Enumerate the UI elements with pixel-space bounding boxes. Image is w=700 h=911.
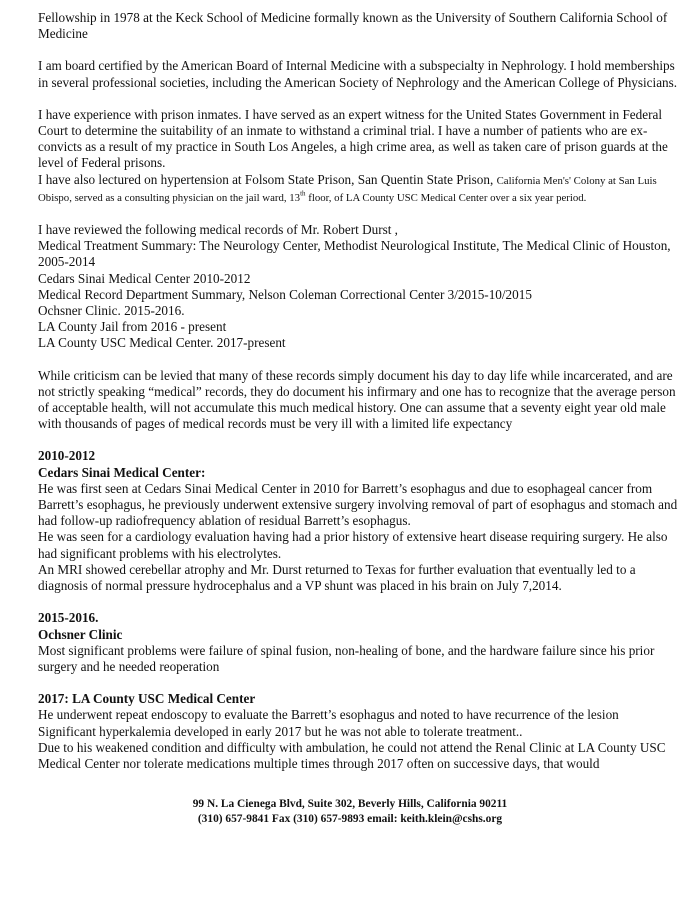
footer-contact: (310) 657-9841 Fax (310) 657-9893 email: keith.klein@cshs.org bbox=[197, 813, 503, 825]
lecture-text: I have also lectured on hypertension at Folsom State Prison, San Quentin State Prison, bbox=[38, 171, 497, 187]
lecture-paragraph bbox=[38, 172, 678, 206]
section-title: Cedars Sinai Medical Center: bbox=[38, 464, 206, 480]
record-item: Medical Record Department Summary, Nelson Coleman Correctional Center 3/2015-10/2015 bbox=[38, 286, 532, 302]
page-footer bbox=[0, 797, 700, 827]
section-paragraph: He underwent repeat endoscopy to evaluate the Barrett’s esophagus and noted to have recurrence of the lesion bbox=[38, 707, 619, 723]
certification-paragraph: I am board certified by the American Board of Internal Medicine with a subspecialty in Nephrology. I hold memberships in several professional societies, including the American Society of Nephrology and the American College of Physicians. bbox=[38, 58, 678, 90]
records-intro: I have reviewed the following medical records of Mr. Robert Durst , bbox=[38, 222, 398, 238]
footer-address: 99 N. La Cienega Blvd, Suite 302, Beverly Hills, California 90211 bbox=[192, 798, 508, 810]
record-item: Medical Treatment Summary: The Neurology Center, Methodist Neurological Institute, The Medical Clinic of Houston, 2005-2014 bbox=[38, 238, 671, 270]
section-paragraph: Most significant problems were failure of spinal fusion, non-healing of bone, and the hardware failure since his prior surgery and he needed reoperation bbox=[38, 642, 655, 674]
section-paragraph: He was seen for a cardiology evaluation having had a prior history of extensive heart disease requiring surgery. He also had significant problems with his electrolytes. bbox=[38, 529, 668, 561]
ordinal-suffix: th bbox=[300, 189, 306, 198]
lecture-text-small-end: floor, of LA County USC Medical Center over a six year period. bbox=[305, 191, 587, 204]
section-paragraph: Significant hyperkalemia developed in early 2017 but he was not able to tolerate treatment.. bbox=[38, 723, 523, 739]
document-body bbox=[38, 10, 678, 772]
section-title: 2017: LA County USC Medical Center bbox=[38, 691, 256, 707]
record-item: LA County USC Medical Center. 2017-present bbox=[38, 335, 286, 351]
section-title: Ochsner Clinic bbox=[38, 626, 123, 642]
section-paragraph: An MRI showed cerebellar atrophy and Mr. Durst returned to Texas for further evaluation that eventually led to a diagnosis of normal pressure hydrocephalus and a VP shunt was placed in his brain on July 7,2014. bbox=[38, 561, 636, 594]
record-item: Ochsner Clinic. 2015-2016. bbox=[38, 303, 185, 319]
record-item: Cedars Sinai Medical Center 2010-2012 bbox=[38, 270, 251, 286]
section-paragraph: Due to his weakened condition and difficulty with ambulation, he could not attend the Renal Clinic at LA County USC Medical Center nor tolerate medications multiple times through 2017 often on successive days, that would bbox=[38, 739, 666, 771]
prison-experience-paragraph: I have experience with prison inmates. I have served as an expert witness for the United States Government in Federal Court to determine the suitability of an inmate to withstand a criminal trial. I have a number of patients who are ex-convicts as a result of my practice in South Los Angeles, a high crime area, as well as taken care of prison guards at the level of Federal prisons. bbox=[38, 106, 668, 171]
section-year-heading: 2010-2012 bbox=[38, 448, 96, 464]
section-year-heading: 2015-2016. bbox=[38, 610, 99, 626]
section-paragraph: He was first seen at Cedars Sinai Medical Center in 2010 for Barrett’s esophagus and due to esophageal cancer from Barrett’s esophagus, he previously underwent extensive surgery involving removal of part of esophagus and stomach and had follow-up radiofrequency ablation of residual Barrett’s esophagus. bbox=[38, 480, 678, 529]
criticism-paragraph: While criticism can be levied that many of these records simply document his day to day life while incarcerated, and are not strictly speaking “medical” records, they do document his infirmary and one has to recognize that the average person of acceptable health, will not accumulate this much medical history. One can assume that a seventy eight year old male with thousands of pages of medical records must be very ill with a limited life expectancy bbox=[38, 367, 676, 432]
record-item: LA County Jail from 2016 - present bbox=[38, 319, 227, 335]
fellowship-paragraph: Fellowship in 1978 at the Keck School of Medicine formally known as the University of Southern California School of Medicine bbox=[38, 10, 668, 42]
lecture-text-small: California Men's' Colony at San Luis Obispo, served as a consulting physician on the jail ward, 13 bbox=[38, 174, 657, 204]
